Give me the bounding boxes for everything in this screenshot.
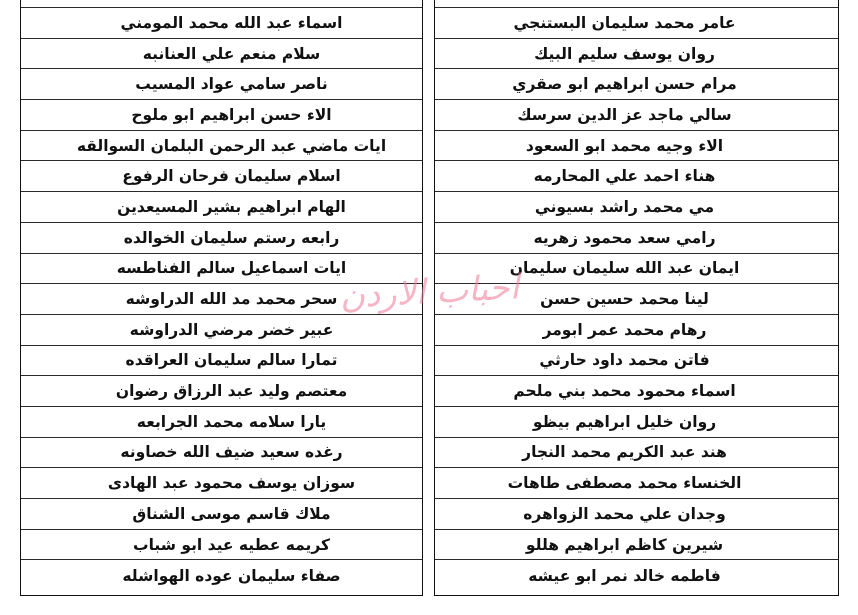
- list-item: سلام منعم علي العنانبه: [21, 39, 422, 70]
- list-item: عامر محمد سليمان البستنجي: [435, 8, 838, 39]
- list-item: فاطمه خالد نمر ابو عيشه: [528, 566, 721, 585]
- list-item: كريمه عطيه عيد ابو شباب: [21, 530, 422, 561]
- list-item: رهام محمد عمر ابومر: [435, 315, 838, 346]
- list-item: رامي سعد محمود زهريه: [435, 223, 838, 254]
- list-item: ايات اسماعيل سالم الفناطسه: [21, 254, 422, 285]
- list-item: روان خليل ابراهيم بيظو: [435, 407, 838, 438]
- top-row-fragment: [21, 0, 422, 8]
- list-item: سالي ماجد عز الدين سرسك: [435, 100, 838, 131]
- list-item: مي محمد راشد بسيوني: [435, 192, 838, 223]
- left-names-column: [20, 0, 423, 596]
- list-item: اسماء محمود محمد بني ملحم: [435, 376, 838, 407]
- right-names-column: [434, 0, 839, 596]
- list-item: الاء وجيه محمد ابو السعود: [435, 131, 838, 162]
- list-item: هند عبد الكريم محمد النجار: [435, 438, 838, 469]
- list-item: الاء حسن ابراهيم ابو ملوح: [21, 100, 422, 131]
- list-item: لينا محمد حسين حسن: [435, 284, 838, 315]
- list-item: تمارا سالم سليمان العراقده: [21, 346, 422, 377]
- list-item: وجدان علي محمد الزواهره: [435, 499, 838, 530]
- top-row-fragment: [435, 0, 838, 8]
- list-item: ايمان عبد الله سليمان سليمان: [435, 254, 838, 285]
- list-item: سحر محمد مد الله الدراوشه: [21, 284, 422, 315]
- list-item: فاتن محمد داود حارثي: [435, 346, 838, 377]
- list-item: الخنساء محمد مصطفى طاهات: [435, 468, 838, 499]
- list-item: عبير خضر مرضي الدراوشه: [21, 315, 422, 346]
- list-item: روان يوسف سليم البيك: [435, 39, 838, 70]
- list-item: ايات ماضي عبد الرحمن البلمان السوالقه: [21, 131, 422, 162]
- list-item: رابعه رستم سليمان الخوالده: [21, 223, 422, 254]
- list-item: رغده سعيد ضيف الله خصاونه: [21, 438, 422, 469]
- list-item: اسلام سليمان فرحان الرفوع: [21, 161, 422, 192]
- list-item: شيرين كاظم ابراهيم هللو: [435, 530, 838, 561]
- list-item: سوزان يوسف محمود عبد الهادى: [21, 468, 422, 499]
- list-item: ناصر سامي عواد المسيب: [21, 69, 422, 100]
- list-item: هناء احمد علي المحارمه: [435, 161, 838, 192]
- list-item: مرام حسن ابراهيم ابو صقري: [435, 69, 838, 100]
- list-item: يارا سلامه محمد الجرابعه: [21, 407, 422, 438]
- list-item: صفاء سليمان عوده الهواشله: [122, 566, 341, 585]
- watermark-text: احباب الاردن: [338, 267, 521, 317]
- list-item: اسماء عبد الله محمد المومني: [21, 8, 422, 39]
- list-item: معتصم وليد عبد الرزاق رضوان: [21, 376, 422, 407]
- list-item: الهام ابراهيم بشير المسيعدين: [21, 192, 422, 223]
- list-item: ملاك قاسم موسى الشناق: [21, 499, 422, 530]
